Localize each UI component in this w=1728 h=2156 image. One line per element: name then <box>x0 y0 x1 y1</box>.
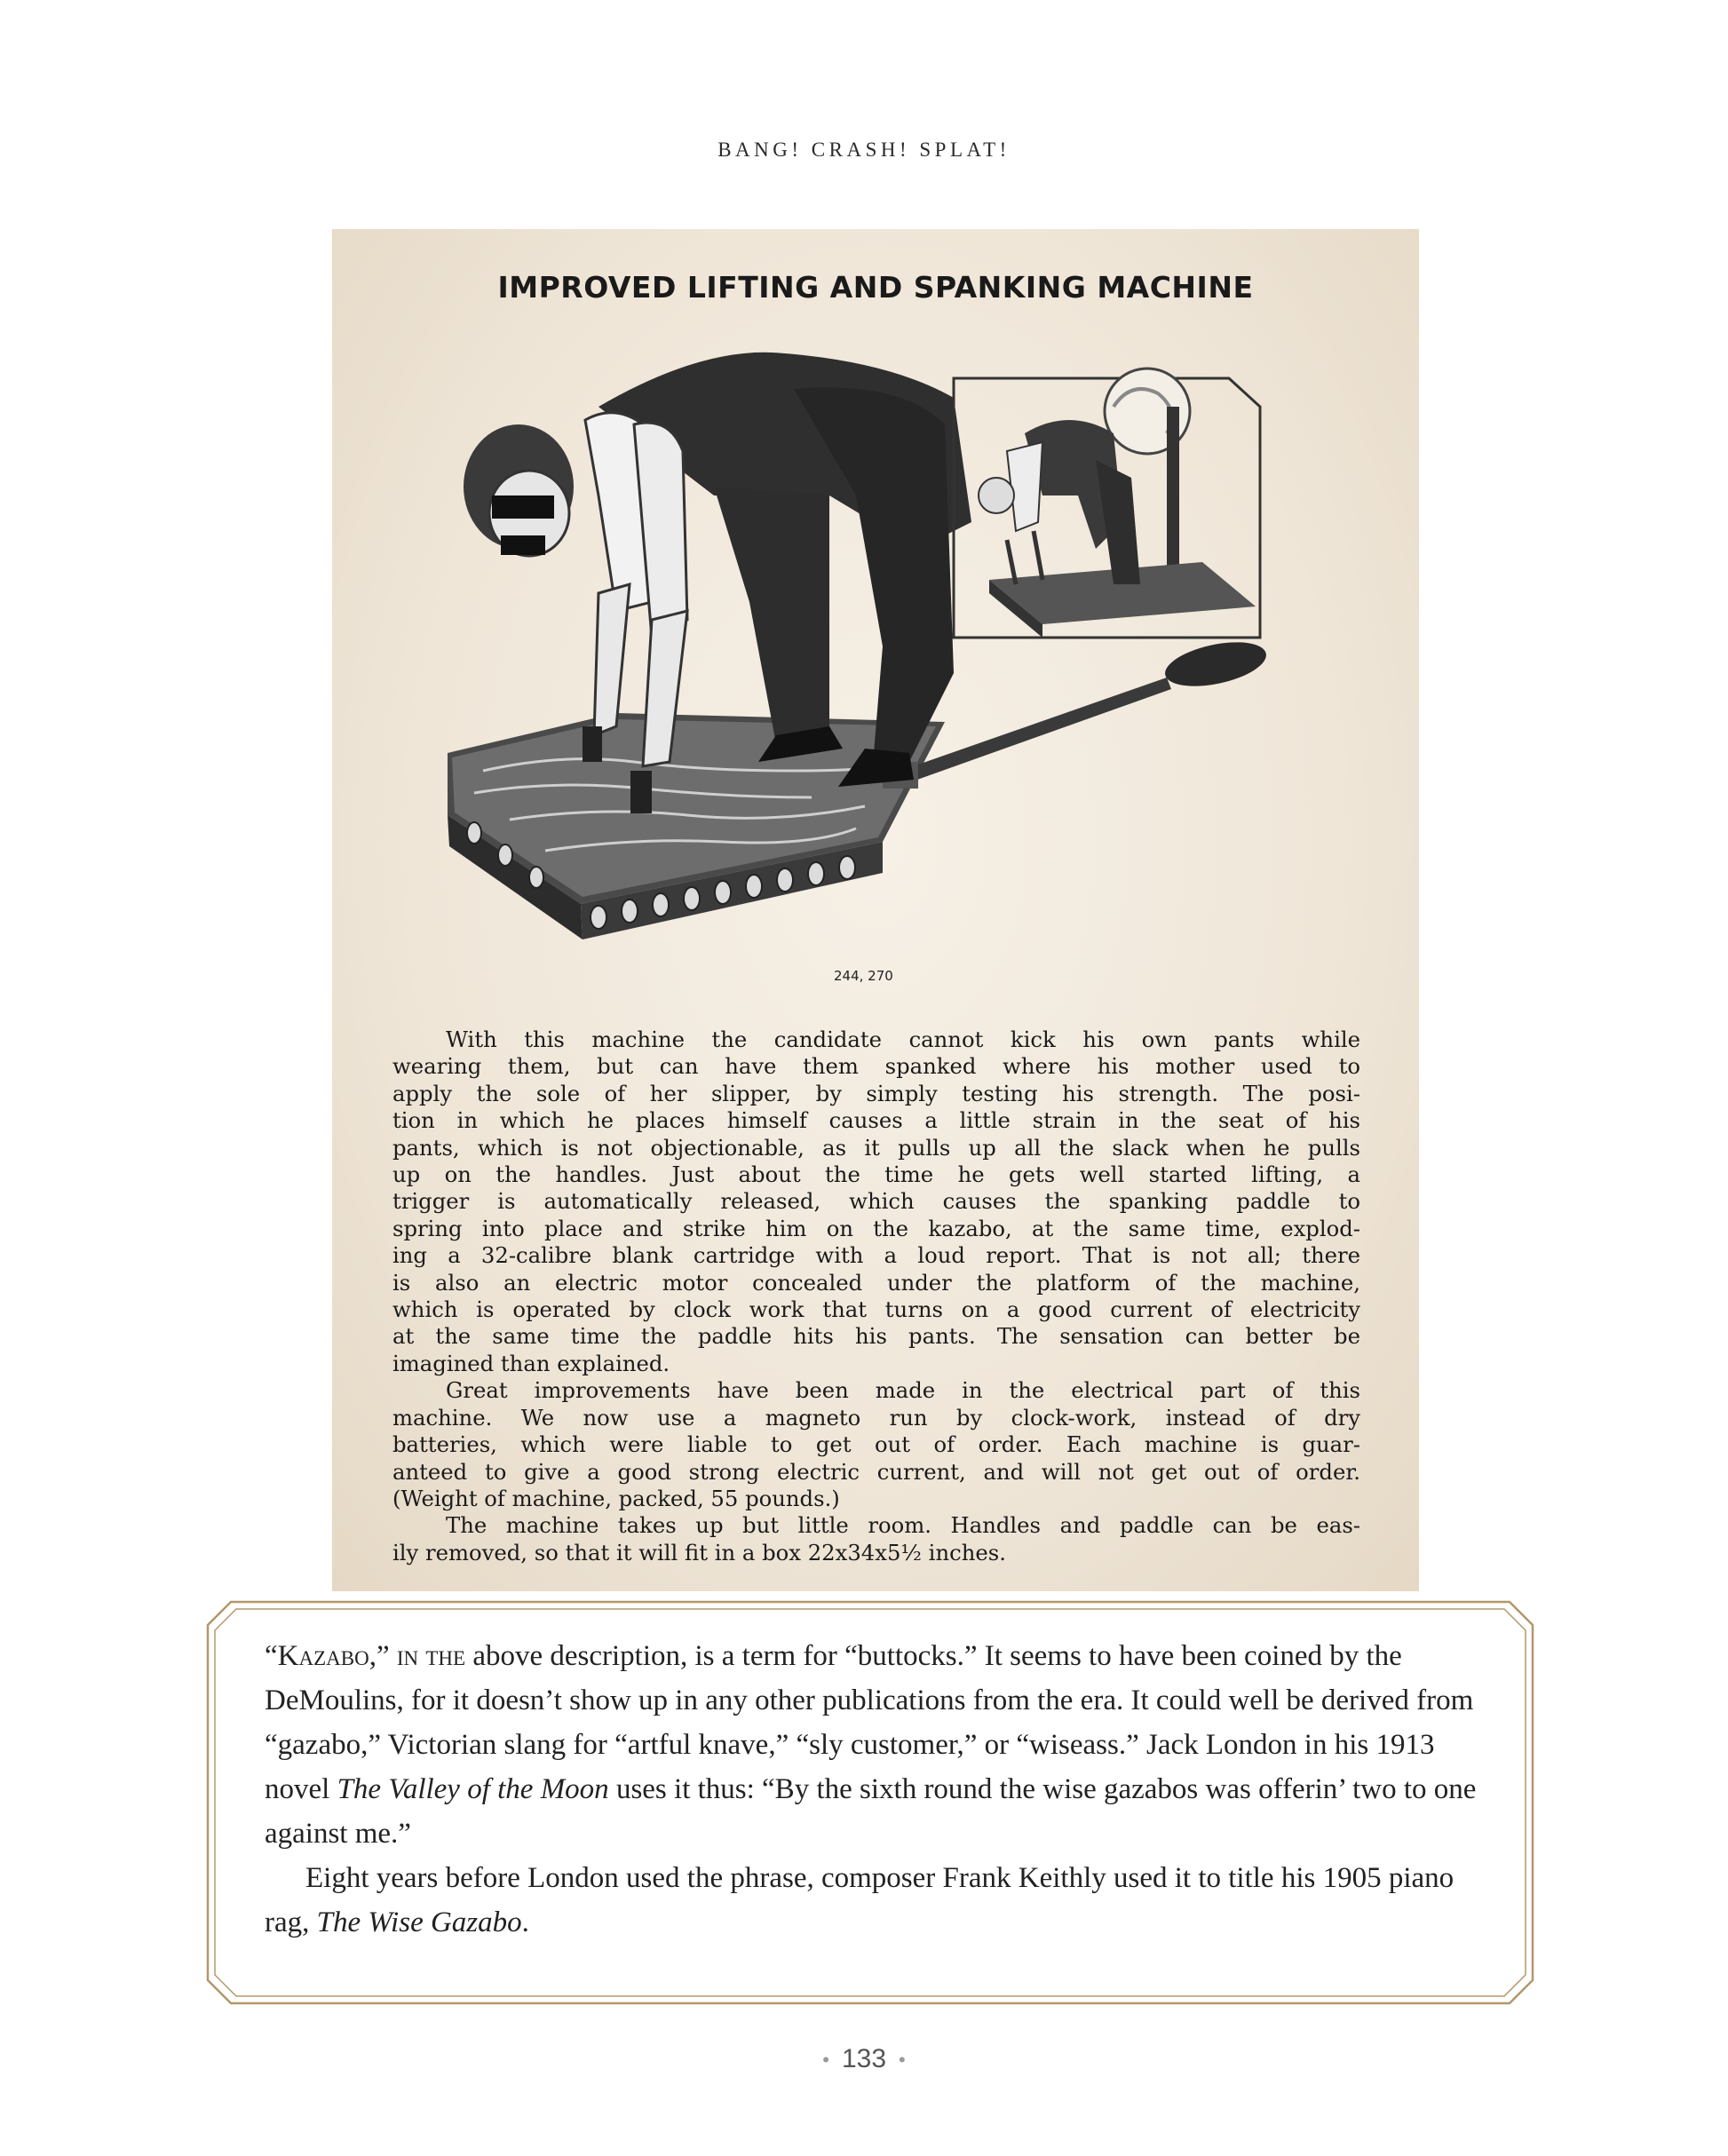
sidebar-paragraph <box>265 1856 1501 1945</box>
description-line: at the same time the paddle hits his pants. The sensation can better be <box>392 1323 1360 1350</box>
description-line: batteries, which were liable to get out of order. Each machine is guar- <box>392 1431 1360 1458</box>
description-line: Great improvements have been made in the electrical part of this <box>446 1377 1360 1404</box>
description-line: tion in which he places himself causes a little strain in the seat of his <box>392 1107 1360 1134</box>
catalog-title: IMPROVED LIFTING AND SPANKING MACHINE <box>497 270 1254 305</box>
description-line: (Weight of machine, packed, 55 pounds.) <box>392 1485 840 1511</box>
catalog-page-image <box>332 229 1419 1591</box>
description-line: spring into place and strike him on the kazabo, at the same time, explod- <box>392 1215 1360 1241</box>
description-line: wearing them, but can have them spanked where his mother used to <box>392 1053 1360 1080</box>
sidebar-paragraph <box>265 1634 1501 1856</box>
sidebar-note <box>265 1634 1501 1945</box>
sidebar-text-run: Eight years before London used the phrase, composer Frank Keithly used it to title his 1905 piano rag, <box>265 1862 1455 1938</box>
description-line: imagined than explained. <box>392 1350 670 1376</box>
page-number: • 133 • <box>822 2044 906 2073</box>
song-title: The Wise Gazabo <box>316 1906 522 1938</box>
description-line: which is operated by clock work that turns on a good current of electricity <box>392 1296 1360 1323</box>
sidebar-text-run: above description, is a term for “buttocks.” It seems to have been coined by the DeMoulins, for it doesn’t show up in any other publications from the era. It could well be derived from “gazabo,” Victorian slang for “artful knave,” “sly customer,” or “wiseass.” Jack London in his 1913 novel <box>265 1640 1474 1805</box>
description-line: up on the handles. Just about the time he gets well started lifting, a <box>392 1161 1360 1188</box>
platform-drawing <box>448 713 945 939</box>
description-line: pants, which is not objectionable, as it pulls up all the slack when he pulls <box>392 1134 1360 1161</box>
sidebar-lead-in: “Kazabo,” in the <box>265 1640 466 1672</box>
running-head: BANG! CRASH! SPLAT! <box>717 139 1011 161</box>
description-line: The machine takes up but little room. Handles and paddle can be eas- <box>446 1512 1360 1539</box>
inset-illustration <box>954 369 1260 638</box>
description-line: ing a 32-calibre blank cartridge with a loud report. That is not all; there <box>392 1242 1360 1269</box>
description-line: machine. We now use a magneto run by clock-work, instead of dry <box>392 1404 1360 1431</box>
description-line: anteed to give a good strong electric current, and will not get out of order. <box>392 1458 1360 1485</box>
sidebar-text-run: . <box>521 1906 529 1938</box>
spanking-machine-illustration <box>332 229 1419 1011</box>
description-line: apply the sole of her slipper, by simply testing his strength. The posi- <box>392 1080 1360 1106</box>
page-number-value: 133 <box>841 2044 887 2073</box>
description-line: trigger is automatically released, which causes the spanking paddle to <box>392 1188 1360 1215</box>
sidebar-text-run: uses it thus: “By the sixth round the wise gazabos was offerin’ two to one against me.” <box>265 1773 1477 1850</box>
catalog-number: 244, 270 <box>834 968 893 984</box>
description-line: ily removed, so that it will fit in a box 22x34x5½ inches. <box>392 1539 1006 1565</box>
book-title: The Valley of the Moon <box>337 1773 609 1805</box>
catalog-description <box>392 1026 1360 1566</box>
description-line: is also an electric motor concealed under the platform of the machine, <box>392 1269 1360 1296</box>
description-line: With this machine the candidate cannot kick his own pants while <box>446 1026 1360 1052</box>
